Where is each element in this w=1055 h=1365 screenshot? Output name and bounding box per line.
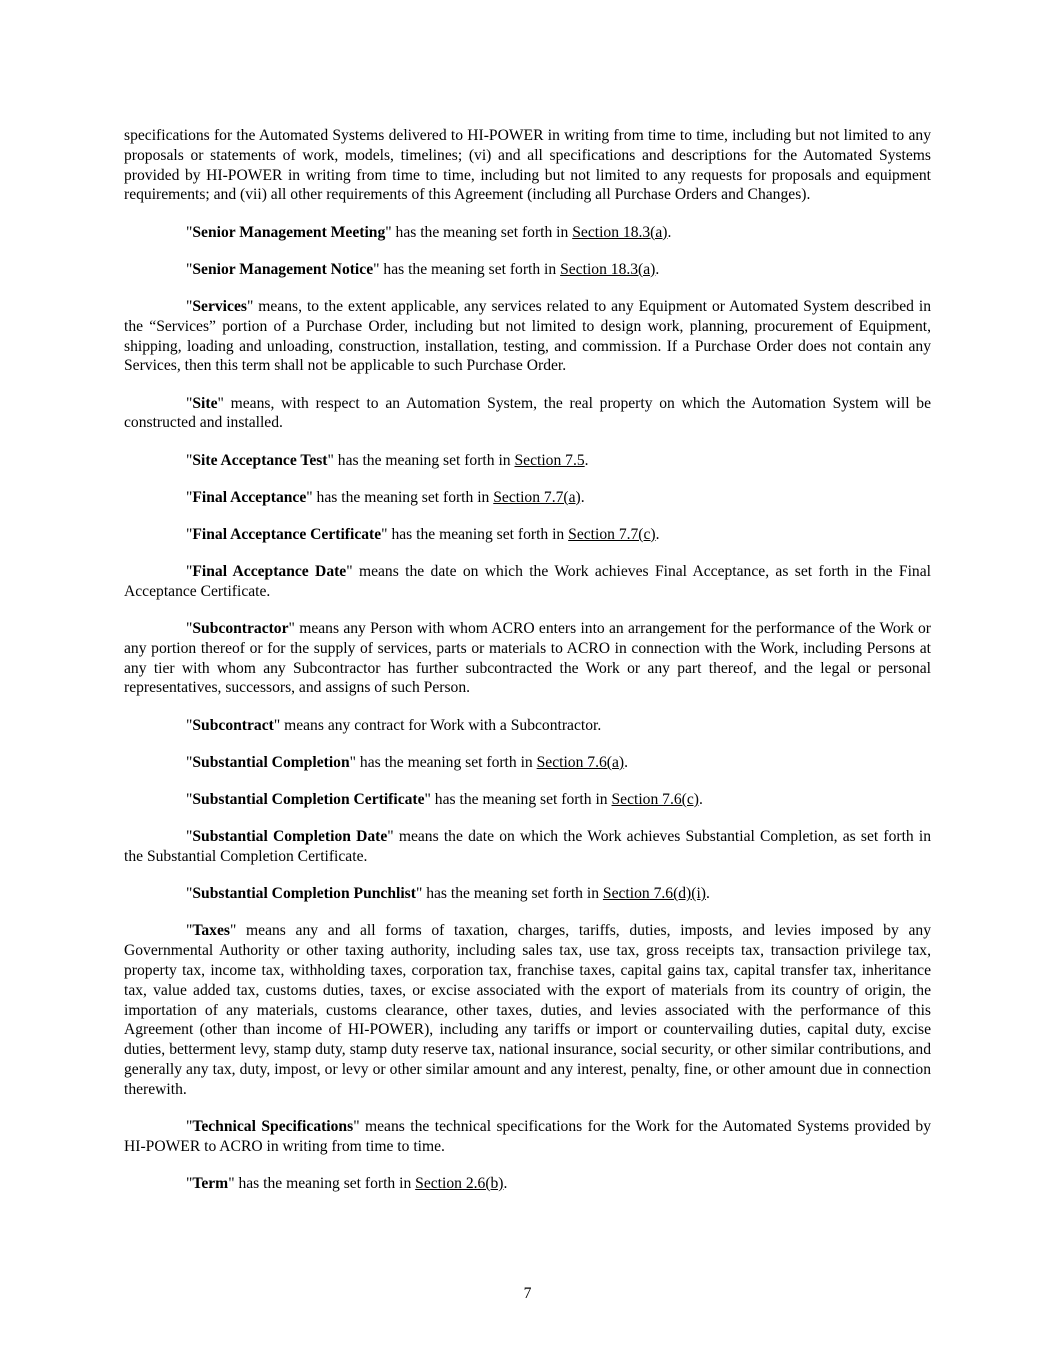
definition-text: has the meaning set forth in — [312, 488, 494, 506]
section-reference-link[interactable]: Section 7.6(d)(i) — [602, 885, 706, 903]
definition-text: means any contract for Work with a Subcontractor. — [280, 716, 602, 734]
definition-text: has the meaning set forth in — [430, 791, 612, 809]
definition-text: means the date on which the Work achieves Substantial Completion, as set forth in the Substantial Completion Certificate. — [124, 828, 932, 865]
definition-text: means the date on which the Work achieves Final Acceptance, as set forth in the Final Acceptance Certificate. — [124, 563, 931, 600]
definition-paragraph: "Substantial Completion" has the meaning set forth in Section 7.6(a). — [186, 753, 629, 771]
section-reference-link[interactable]: Section 7.5 — [514, 451, 585, 469]
defined-term: Senior Management Notice — [192, 260, 374, 278]
defined-term: Services — [192, 297, 247, 315]
page-number: 7 — [523, 1285, 532, 1302]
defined-term: Final Acceptance Date — [192, 563, 347, 581]
defined-term: Senior Management Meeting — [192, 223, 386, 241]
definition-text: means, to the extent applicable, any services related to any Equipment or Automated System described in the “Services” portion of a Purchase Order, including but not limited to design work, planning, procurement of Equipment, shipping, loading and unloading, construction, installation, testing, and commission. If a Purchase Order does not contain any Services, then this term shall not be applicable to such Purchase Order. — [124, 297, 931, 375]
definition-tail: . — [580, 488, 585, 506]
defined-term: Taxes — [192, 922, 230, 940]
definition-paragraph: "Substantial Completion Date" means the date on which the Work achieves Substantial Completion, as set forth in the Substantial Completion Certificate. — [124, 828, 932, 865]
defined-term: Subcontract — [192, 716, 274, 734]
defined-term: Final Acceptance Certificate — [192, 525, 382, 543]
definition-paragraph: "Senior Management Notice" has the meaning set forth in Section 18.3(a). — [186, 260, 660, 278]
intro-paragraph: specifications for the Automated Systems delivered to HI-POWER in writing from time to time, including but not limited to any proposals or statements of work, models, timelines; (vi) and all specifications and descriptions for the Automated Systems provided by HI-POWER in writing from time to time, including but not limited to any requests for proposals and equipment requirements; and (vii) all other requirements of this Agreement (including all Purchase Orders and Changes). — [124, 127, 931, 204]
defined-term: Substantial Completion Date — [192, 828, 388, 846]
defined-term: Site — [192, 394, 218, 412]
definition-paragraph: "Taxes" means any and all forms of taxation, charges, tariffs, duties, imposts, and levies imposed by any Governmental Authority or other taxing authority, including sales tax, use tax, gross receipts tax, transaction privilege tax, property tax, income tax, withholding taxes, corporation tax, franchise taxes, capital gains tax, capital transfer tax, inheritance tax, value added tax, customs duties, taxes, or excise associated with the export of materials from its country of origin, the importation of any materials, customs clearance, other taxes, duties, and levies associated with the performance of this Agreement (other than income of HI-POWER), including any tariffs or import or countervailing duties, capital duty, excise duties, betterment levy, stamp duty, stamp duty reserve tax, national insurance, social security, or other similar contributions, and generally any tax, duty, impost, or levy or other similar amount and any interest, penalty, fine, or other amount due in connection therewith. — [124, 922, 931, 1098]
definition-text: means any and all forms of taxation, charges, tariffs, duties, imposts, and levies imposed by any Governmental Authority or other taxing authority, including sales tax, use tax, gross receipts tax, transaction privilege tax, property tax, income tax, withholding taxes, corporation tax, franchise taxes, capital gains tax, capital transfer tax, inheritance tax, value added tax, customs duties, taxes, or excise associated with the export of materials from its country of origin, the importation of any materials, customs clearance, other taxes, duties, and levies associated with the performance of this Agreement (other than income of HI-POWER), including any tariffs or import or countervailing duties, capital duty, excise duties, betterment levy, stamp duty, stamp duty reserve tax, national insurance, social security, or other similar contributions, and generally any tax, duty, impost, or levy or other similar amount and any interest, penalty, fine, or other amount due in connection therewith. — [124, 922, 931, 1098]
definition-paragraph: "Technical Specifications" means the technical specifications for the Work for the Automated Systems provided by HI-POWER to ACRO in writing from time to time. — [124, 1117, 932, 1155]
definition-tail: . — [655, 260, 660, 278]
defined-term: Term — [192, 1174, 229, 1192]
definition-paragraph: "Site" means, with respect to an Automation System, the real property on which the Automation System will be constructed and installed. — [124, 394, 931, 432]
definition-tail: . — [667, 223, 672, 241]
defined-term: Final Acceptance — [192, 488, 307, 506]
document-body — [124, 126, 931, 1211]
defined-term: Site Acceptance Test — [192, 451, 328, 469]
section-reference-link[interactable]: Section 7.6(c) — [611, 791, 699, 809]
definition-tail: . — [584, 451, 589, 469]
defined-term: Substantial Completion Certificate — [192, 791, 425, 809]
defined-term: Substantial Completion Punchlist — [192, 885, 416, 903]
definition-text: has the meaning set forth in — [387, 525, 569, 543]
definition-text: means, with respect to an Automation System, the real property on which the Automation System will be constructed and installed. — [124, 394, 931, 432]
defined-term: Technical Specifications — [192, 1117, 354, 1135]
defined-term: Substantial Completion — [192, 753, 350, 771]
definitions-list — [124, 223, 931, 1194]
definition-paragraph: "Subcontract" means any contract for Work with a Subcontractor. — [186, 716, 602, 734]
definition-tail: . — [503, 1174, 508, 1192]
definition-paragraph: "Subcontractor" means any Person with whom ACRO enters into an arrangement for the performance of the Work or any portion thereof or for the supply of services, parts or materials to ACRO in connection with the Work, including Persons at any tier with whom any Subcontractor has further subcontracted the Work or any part thereof, and the legal or personal representatives, successors, and assigns of such Person. — [124, 620, 931, 697]
section-reference-link[interactable]: Section 18.3(a) — [560, 260, 656, 278]
definition-tail: . — [655, 525, 660, 543]
definition-paragraph: "Senior Management Meeting" has the meaning set forth in Section 18.3(a). — [186, 223, 672, 241]
definition-tail: . — [624, 753, 629, 771]
definition-text: has the meaning set forth in — [391, 223, 573, 241]
definition-paragraph: "Final Acceptance Date" means the date on which the Work achieves Final Acceptance, as set forth in the Final Acceptance Certificate. — [124, 563, 931, 600]
definition-tail: . — [705, 885, 710, 903]
definition-text: has the meaning set forth in — [422, 885, 603, 903]
section-reference-link[interactable]: Section 7.6(a) — [536, 753, 625, 771]
definition-paragraph: "Final Acceptance Certificate" has the meaning set forth in Section 7.7(c). — [186, 525, 660, 543]
definition-text: has the meaning set forth in — [379, 260, 561, 278]
defined-term: Subcontractor — [192, 620, 289, 638]
definition-paragraph: "Services" means, to the extent applicable, any services related to any Equipment or Automated System described in the “Services” portion of a Purchase Order, including but not limited to design work, planning, procurement of Equipment, shipping, loading and unloading, construction, installation, testing, and commission. If a Purchase Order does not contain any Services, then this term shall not be applicable to such Purchase Order. — [124, 297, 931, 375]
definition-tail: . — [698, 791, 703, 809]
definition-text: has the meaning set forth in — [356, 753, 537, 771]
section-reference-link[interactable]: Section 7.7(a) — [493, 488, 581, 506]
definition-paragraph: "Substantial Completion Punchlist" has the meaning set forth in Section 7.6(d)(i). — [186, 885, 710, 903]
definition-paragraph: "Substantial Completion Certificate" has the meaning set forth in Section 7.6(c). — [186, 791, 703, 809]
section-reference-link[interactable]: Section 18.3(a) — [572, 223, 668, 241]
section-reference-link[interactable]: Section 7.7(c) — [568, 525, 656, 543]
definition-paragraph: "Site Acceptance Test" has the meaning set forth in Section 7.5. — [186, 451, 589, 469]
definition-text: has the meaning set forth in — [234, 1174, 416, 1192]
section-reference-link[interactable]: Section 2.6(b) — [415, 1174, 504, 1192]
definition-paragraph: "Final Acceptance" has the meaning set forth in Section 7.7(a). — [186, 488, 585, 506]
definition-text: means any Person with whom ACRO enters into an arrangement for the performance of the Work or any portion thereof or for the supply of services, parts or materials to ACRO in connection with the Work, including Persons at any tier with whom any Subcontractor has further subcontracted the Work or any part thereof, and the legal or personal representatives, successors, and assigns of such Person. — [124, 620, 931, 697]
definition-text: means the technical specifications for the Work for the Automated Systems provided by HI-POWER to ACRO in writing from time to time. — [124, 1117, 932, 1155]
definition-text: has the meaning set forth in — [333, 451, 515, 469]
definition-paragraph: "Term" has the meaning set forth in Section 2.6(b). — [186, 1174, 508, 1192]
